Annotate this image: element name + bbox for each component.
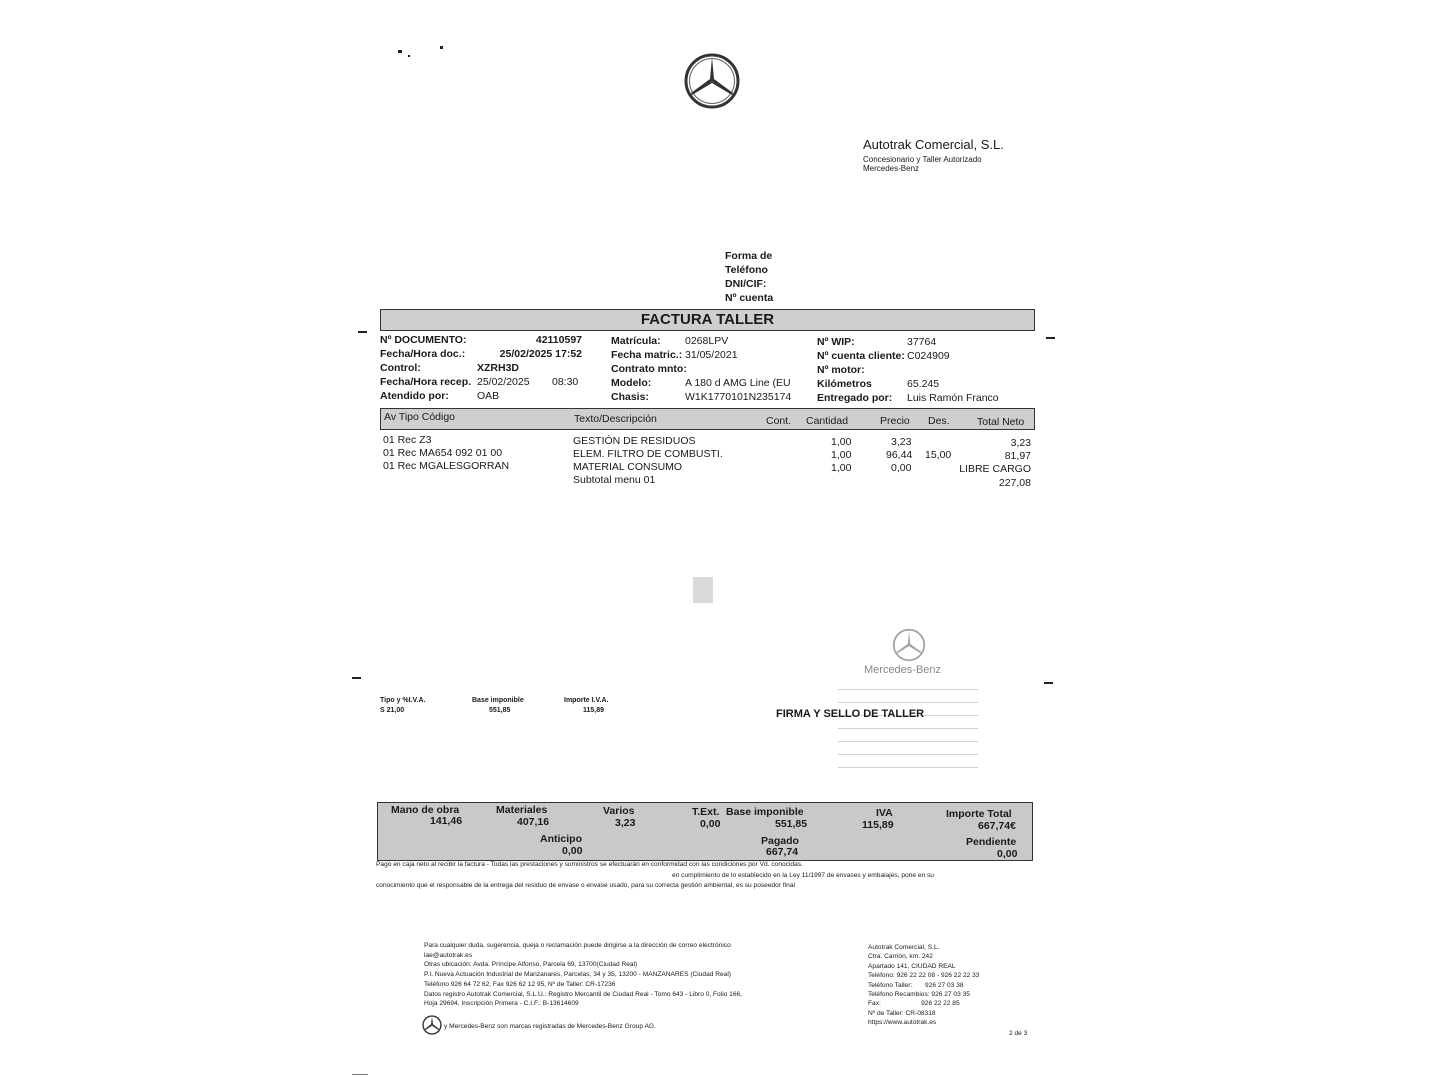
doc-number-label: Nº DOCUMENTO:: [380, 334, 467, 346]
misc-value: 3,23: [615, 817, 636, 829]
labour-label: Mano de obra: [391, 804, 460, 816]
model-value: A 180 d AMG Line (EU: [685, 377, 791, 389]
footer-website: https://www.autotrak.es: [868, 1019, 937, 1027]
maintenance-contract-label: Contrato mnto:: [611, 363, 687, 375]
control-label: Control:: [380, 362, 421, 374]
item-description: ELEM. FILTRO DE COMBUSTI.: [573, 448, 723, 460]
footer-email: lae@autotrak.es: [424, 951, 473, 959]
item-code: 01 Rec Z3: [383, 434, 432, 446]
stamp-mercedes-star: [892, 628, 926, 662]
footer-left: [424, 941, 742, 1009]
footer-po-box: Apartado 141, CIUDAD REAL: [868, 962, 956, 970]
item-total: LIBRE CARGO: [959, 463, 1031, 475]
footer-fax: Fax: 926 22 22 85: [868, 1000, 960, 1008]
model-label: Modelo:: [611, 377, 652, 389]
customer-account-value: C024909: [907, 350, 950, 362]
table-row: [383, 447, 1033, 460]
control-value: XZRH3D: [477, 362, 520, 374]
stamp-scribble: [838, 680, 978, 776]
base-label: Base imponible: [726, 806, 804, 818]
vat-type-label: Tipo y %I.V.A.: [380, 697, 426, 704]
doc-date-value: 25/02/2025 17:52: [499, 348, 582, 360]
pending-label: Pendiente: [966, 836, 1017, 848]
scan-mark: [352, 677, 361, 679]
tax-id-label: DNI/CIF:: [725, 278, 767, 290]
footer-parts-phone: Teléfono Recambios: 926 27 03 35: [868, 991, 970, 999]
totals-box: [377, 802, 1033, 861]
advance-label: Anticipo: [540, 833, 582, 845]
wip-label: Nº WIP:: [817, 336, 855, 348]
item-code: 01 Rec MA654 092 01 00: [383, 447, 503, 459]
footer-phone: Teléfono 926 64 72 62, Fax 926 62 12 95, Nº de Taller: CR-17236: [424, 980, 616, 988]
footer-registry: Datos registro Autotrak Comercial, S.L.U.: Registro Mercantil de Ciudad Real - Tomo 643 - Libro 0, Folio 166,: [424, 990, 742, 998]
advance-value: 0,00: [562, 845, 583, 857]
item-discount: 15,00: [925, 449, 952, 461]
col-cont: Cont.: [766, 415, 792, 427]
chassis-label: Chasis:: [611, 391, 649, 403]
item-quantity: 1,00: [831, 449, 852, 461]
plate-value: 0268LPV: [685, 335, 729, 347]
footer-location: Otras ubicación: Avda. Príncipe Alfonso, Parcela 69, 13700(Ciudad Real): [424, 961, 638, 969]
labour-value: 141,46: [430, 815, 463, 827]
item-description: MATERIAL CONSUMO: [573, 461, 683, 473]
scan-smudge: [693, 577, 713, 603]
materials-label: Materiales: [496, 804, 548, 816]
footer-road: Ctra. Carrión, km. 242: [868, 953, 933, 961]
footer-workshop-number: Nº de Taller: CR-08318: [868, 1009, 936, 1017]
misc-label: Varios: [603, 805, 635, 817]
wip-value: 37764: [907, 336, 937, 348]
table-row: [383, 460, 1033, 473]
col-type-code: Av Tipo Código: [384, 411, 456, 423]
col-description: Texto/Descripción: [574, 413, 657, 425]
items-table-header: [380, 408, 1035, 430]
vat-amount-label: Importe I.V.A.: [564, 697, 609, 704]
subtotal-label: Subtotal menu 01: [573, 474, 656, 486]
footer-right: [868, 943, 979, 1028]
payment-method-label: Forma de: [725, 250, 773, 262]
reception-time-value: 08:30: [552, 376, 579, 388]
total-value: 667,74€: [978, 820, 1016, 832]
item-quantity: 1,00: [831, 462, 852, 474]
item-total: 3,23: [1010, 437, 1031, 449]
scan-speck: [408, 55, 410, 57]
paid-value: 667,74: [766, 846, 799, 858]
delivered-by-value: Luis Ramón Franco: [907, 392, 999, 404]
scan-mark: [1046, 337, 1055, 339]
engine-value: [907, 363, 999, 377]
footer-contact-line: Para cualquier duda, sugerencia, queja o reclamación puede dirigirse a la dirección de correo electrónico: [424, 942, 731, 949]
legal-line-2: en cumplimiento de lo establecido en la Ley 11/1997 de envases y embalajes, pone en su: [672, 872, 934, 879]
text-label: T.Ext.: [692, 806, 720, 818]
maintenance-contract-value: [685, 362, 791, 376]
kilometers-value: 65.245: [907, 378, 940, 390]
iva-label: IVA: [876, 807, 893, 819]
scan-mark: [358, 331, 367, 333]
subtotal-value: 227,08: [998, 477, 1031, 489]
phone-label: Teléfono: [725, 264, 768, 276]
item-price: 96,44: [886, 449, 913, 461]
footer-workshop-phone: Teléfono Taller: 926 27 03 38: [868, 981, 964, 989]
plate-label: Matrícula:: [611, 335, 661, 347]
doc-number-value: 42110597: [535, 334, 582, 346]
footer-trademark: y Mercedes-Benz son marcas registradas de Mercedes-Benz Group AG.: [444, 1023, 656, 1030]
iva-value: 115,89: [862, 819, 894, 831]
scan-speck: [398, 50, 402, 53]
col-discount: Des.: [928, 415, 950, 427]
table-row: [383, 434, 1033, 447]
engine-label: Nº motor:: [817, 364, 865, 376]
page-number: 2 de 3: [1009, 1030, 1028, 1037]
item-total: 81,97: [1004, 450, 1031, 462]
item-price: 3,23: [891, 436, 912, 448]
item-price: 0,00: [891, 462, 912, 474]
invoice-title: FACTURA TALLER: [380, 309, 1035, 331]
registration-date-label: Fecha matric.:: [611, 349, 683, 361]
scan-mark: [1044, 682, 1053, 684]
company-brand: Mercedes-Benz: [863, 164, 920, 173]
scan-speck: [440, 46, 443, 49]
registration-date-value: 31/05/2021: [685, 349, 738, 361]
total-label: Importe Total: [946, 808, 1012, 820]
footer-registry-2: Hoja 29694, Inscripción Primera - C.I.F.: B-13614609: [424, 1000, 579, 1008]
chassis-value: W1K1770101N235174: [685, 391, 792, 403]
signature-label: FIRMA Y SELLO DE TALLER: [776, 708, 925, 720]
mercedes-star-logo: [683, 52, 741, 110]
col-net-total: Total Neto: [977, 416, 1025, 428]
item-description: GESTIÓN DE RESIDUOS: [573, 435, 696, 447]
text-value: 0,00: [700, 818, 721, 830]
footer-industrial-address: P.I. Nueva Actuación Industrial de Manzanares, Parcelas, 34 y 35, 13200 - MANZANARES (Ciudad Real): [424, 971, 732, 979]
taxable-base-label: Base imponible: [472, 697, 524, 704]
reception-date-value: 25/02/2025: [477, 376, 530, 388]
scan-mark: [352, 1074, 368, 1075]
doc-date-label: Fecha/Hora doc.:: [380, 348, 466, 360]
taxable-base-value: 551,85: [489, 707, 511, 714]
subtotal-row: [383, 474, 1033, 487]
footer-mercedes-star: [422, 1015, 442, 1035]
vat-type-value: S 21,00: [380, 707, 405, 714]
pending-value: 0,00: [997, 848, 1018, 860]
footer-company: Autotrak Comercial, S.L.: [868, 944, 940, 951]
customer-account-label: Nº cuenta cliente:: [817, 350, 905, 362]
attended-by-label: Atendido por:: [380, 390, 449, 402]
paid-label: Pagado: [761, 835, 799, 847]
company-name: Autotrak Comercial, S.L.: [863, 137, 1004, 152]
legal-line-3: conocimiento que el responsable de la entrega del residuo de envase o envase usado, para su correcta gestión ambiental, es su poseedor final: [376, 882, 795, 889]
legal-line-1: Pago en caja neto al recibir la factura - Todas las prestaciones y suministros se efectuarán en conformidad con las condiciones por Vd. conocidas.: [376, 861, 803, 868]
col-quantity: Cantidad: [806, 415, 849, 427]
item-quantity: 1,00: [831, 436, 852, 448]
base-value: 551,85: [775, 818, 808, 830]
stamp-brand: Mercedes-Benz: [864, 664, 942, 676]
item-code: 01 Rec MGALESGORRAN: [383, 460, 510, 472]
attended-by-value: OAB: [477, 390, 500, 402]
kilometers-label: Kilómetros: [817, 378, 872, 390]
footer-phones: Teléfono: 926 22 22 08 - 926 22 22 33: [868, 972, 980, 980]
account-label: Nº cuenta: [725, 292, 774, 304]
col-price: Precio: [880, 415, 910, 427]
materials-value: 407,16: [517, 816, 550, 828]
customer-labels: [725, 249, 773, 305]
reception-date-label: Fecha/Hora recep.: [380, 376, 472, 388]
vat-amount-value: 115,89: [583, 707, 605, 714]
company-subtitle: Concesionario y Taller Autorizado: [863, 155, 982, 164]
delivered-by-label: Entregado por:: [817, 392, 893, 404]
